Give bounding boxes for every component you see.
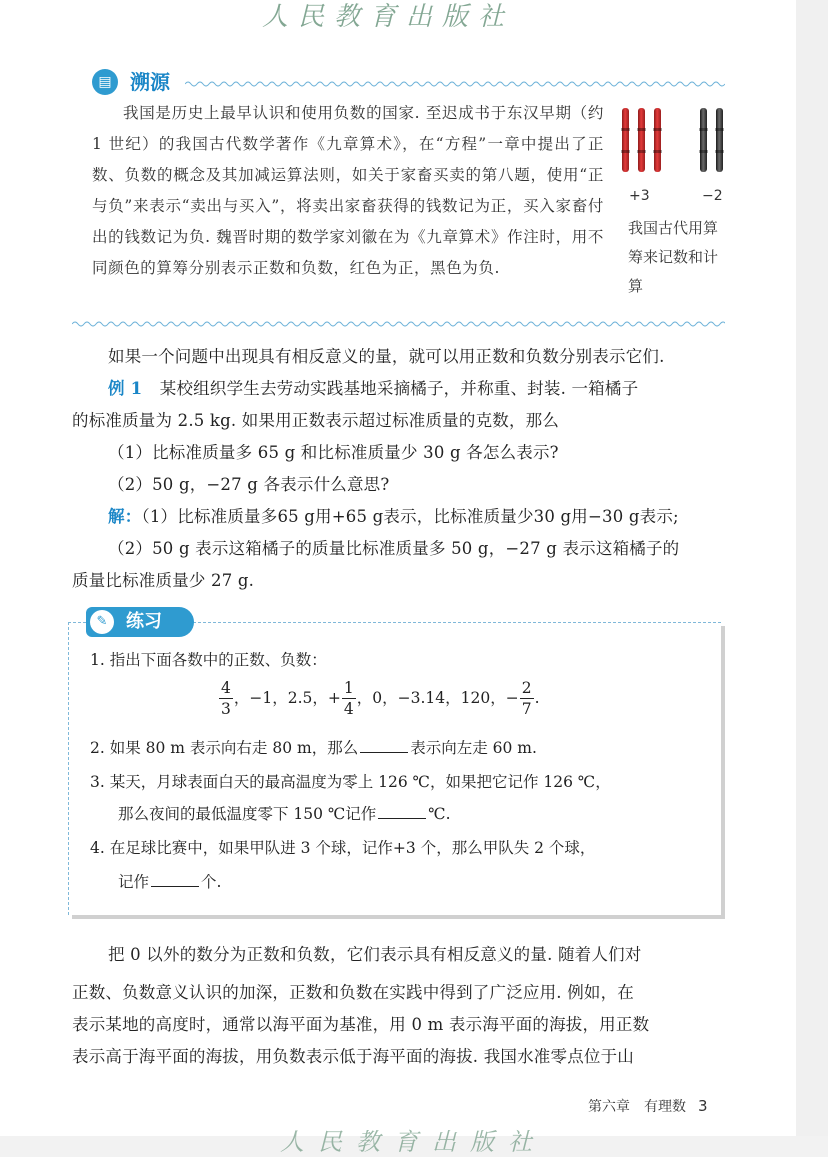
fraction-1-4 — [342, 678, 356, 719]
counting-rods-illustration — [620, 108, 730, 174]
fraction-denominator: 3 — [221, 699, 231, 718]
intro-line: 如果一个问题中出现具有相反意义的量，就可以用正数和负数分别表示它们. — [108, 347, 665, 366]
fraction-denominator: 4 — [343, 699, 354, 718]
fraction-2-7 — [520, 678, 534, 719]
closing-line-2: 正数、负数意义认识的加深，正数和负数在实践中得到了广泛应用. 例如，在 — [72, 983, 634, 1002]
exercise-2-text-b: 表示向左走 60 m. — [410, 739, 537, 757]
exercise-1: 1. 指出下面各数中的正数、负数： — [90, 651, 327, 669]
example-line-2: 的标准质量为 2.5 kg. 如果用正数表示超过标准质量的克数，那么 — [72, 411, 560, 430]
solution-text-1: （1）比标准质量多65 g用+65 g表示，比标准质量少30 g用−30 g表示; — [141, 507, 679, 526]
origin-text: 我国是历史上最早认识和使用负数的国家. 至迟成书于东汉早期（约 1 世纪）的我国古代数学著作《九章算术》，在“方程”一章中提出了正数、负数的概念及其加减运算法则，如关于家畜买卖的第八题，使用“正与负”来表示“卖出与买入”，将卖出家畜获得的钱数记为正，买入家畜付出的钱数记为负. 魏晋时期的数学家刘徽在为《九章算术》作注时，用不同颜色的算筹分别表示正数和负数，红色为正，黑色为负. — [92, 104, 604, 277]
number-list-tail: ，0，−3.14，120，− — [356, 689, 519, 707]
fraction-numerator: 2 — [521, 678, 532, 697]
exercise-4-text-a: 记作 — [118, 873, 150, 891]
viewer-side-margin — [796, 0, 828, 1136]
pencil-icon: ✎ — [90, 610, 114, 634]
fraction-numerator: 4 — [221, 678, 231, 697]
question-1: （1）比标准质量多 65 g 和比标准质量少 30 g 各怎么表示? — [108, 443, 559, 462]
example-line-1 — [108, 378, 638, 400]
black-rod — [700, 108, 707, 172]
page-footer — [588, 1096, 708, 1116]
closing-line-4: 表示高于海平面的海拔，用负数表示低于海平面的海拔. 我国水准零点位于山 — [72, 1047, 634, 1066]
closing-line-3: 表示某地的高度时，通常以海平面为基准，用 0 m 表示海平面的海拔，用正数 — [72, 1015, 650, 1034]
fraction-4-3 — [219, 678, 233, 719]
closing-line-1: 把 0 以外的数分为正数和负数，它们表示具有相反意义的量. 随着人们对 — [108, 945, 642, 964]
red-rod — [622, 108, 629, 172]
solution-label: 解： — [108, 507, 142, 526]
answer-blank[interactable] — [151, 870, 199, 887]
practice-title: 练习 — [126, 611, 162, 632]
exercise-4-text-b: 个. — [201, 873, 222, 891]
chapter-label: 第六章 有理数 — [588, 1099, 686, 1115]
exercise-2-text-a: 2. 如果 80 m 表示向右走 80 m，那么 — [90, 739, 359, 757]
origin-title: 溯源 — [130, 70, 170, 94]
number-list-end: . — [534, 689, 540, 707]
fraction-denominator: 7 — [521, 699, 532, 718]
book-icon: ▤ — [92, 69, 118, 95]
wavy-divider-bottom — [72, 320, 725, 328]
rods-caption: 我国古代用算筹来记数和计算 — [628, 219, 719, 295]
exercise-4-line-2 — [118, 870, 221, 894]
black-rod — [716, 108, 723, 172]
origin-paragraph — [92, 98, 604, 284]
solution-line-3: 质量比标准质量少 27 g. — [72, 571, 255, 590]
publisher-watermark-bottom: 人民教育出版社 — [280, 1128, 546, 1156]
exercise-4-line-1: 4. 在足球比赛中，如果甲队进 3 个球，记作+3 个，那么甲队失 2 个球， — [90, 839, 596, 857]
answer-blank[interactable] — [378, 802, 426, 819]
exercise-2 — [90, 736, 537, 760]
example-label: 例 1 — [108, 379, 143, 398]
solution-line-1 — [108, 506, 679, 528]
publisher-watermark-top: 人民教育出版社 — [262, 2, 515, 32]
exercise-3-line-2 — [118, 802, 451, 826]
example-text-1: 某校组织学生去劳动实践基地采摘橘子，并称重、封装. 一箱橘子 — [159, 379, 639, 398]
wavy-divider-top — [185, 80, 725, 88]
rod-label-negative: −2 — [702, 188, 723, 204]
practice-header — [86, 607, 194, 637]
fraction-numerator: 1 — [343, 678, 354, 697]
exercise-1-numbers — [218, 672, 540, 724]
page-number: 3 — [698, 1097, 708, 1115]
rod-label-positive: +3 — [629, 188, 650, 204]
answer-blank[interactable] — [360, 736, 408, 753]
number-list-middle: ，−1，2.5，+ — [233, 689, 341, 707]
exercise-3-line-1: 3. 某天，月球表面白天的最高温度为零上 126 ℃，如果把它记作 126 ℃， — [90, 773, 611, 791]
red-rod — [654, 108, 661, 172]
red-rod — [638, 108, 645, 172]
exercise-3-text-a: 那么夜间的最低温度零下 150 ℃记作 — [118, 805, 377, 823]
question-2: （2）50 g，−27 g 各表示什么意思? — [108, 475, 390, 494]
exercise-3-text-b: ℃. — [428, 805, 451, 823]
solution-line-2: （2）50 g 表示这箱橘子的质量比标准质量多 50 g，−27 g 表示这箱橘子的 — [108, 539, 680, 558]
